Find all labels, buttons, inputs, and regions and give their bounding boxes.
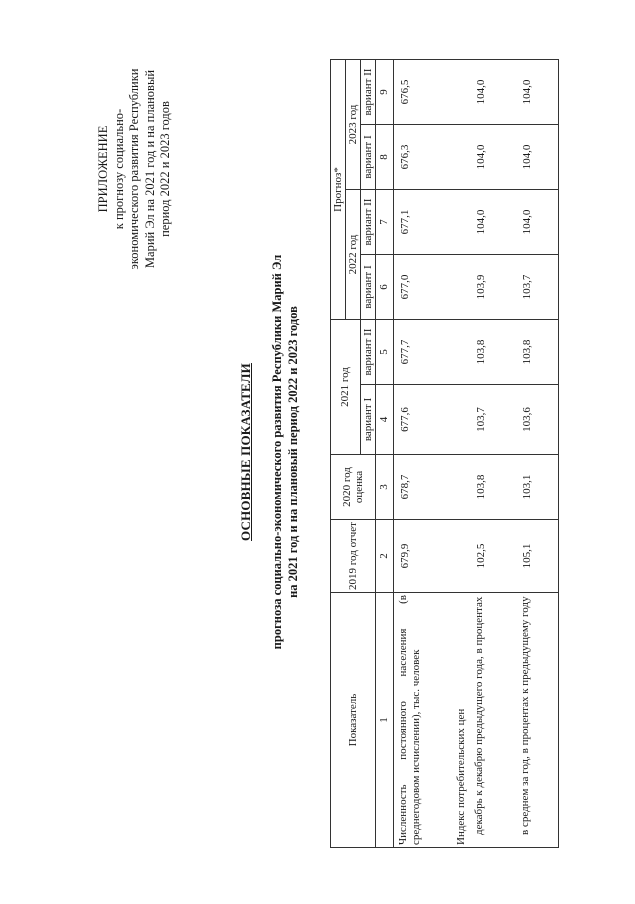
value-cell xyxy=(452,60,471,125)
column-number: 6 xyxy=(376,255,394,320)
value-cell xyxy=(452,320,471,385)
cell-value: 677,1 xyxy=(399,209,411,235)
column-number: 9 xyxy=(376,60,394,125)
cell-value: 103,6 xyxy=(521,407,533,432)
cell-value: 103,8 xyxy=(521,339,533,365)
value-cell xyxy=(394,190,452,255)
cell-value: 677,6 xyxy=(399,407,411,432)
value-cell xyxy=(470,455,516,520)
value-cell xyxy=(452,455,471,520)
cell-value: 103,7 xyxy=(475,407,487,432)
column-number: 4 xyxy=(376,385,394,455)
header-indicator: Показатель xyxy=(331,593,376,848)
value-cell xyxy=(452,190,471,255)
document-subtitle-line-2: на 2021 год и на плановый период 2022 и 2023 годов xyxy=(286,306,300,598)
value-cell xyxy=(516,125,558,190)
value-cell xyxy=(470,190,516,255)
table-row xyxy=(394,60,452,848)
header-forecast: Прогноз* xyxy=(331,60,346,320)
appendix-line: Марий Эл на 2021 год и на плановый xyxy=(142,69,157,269)
value-cell xyxy=(516,385,558,455)
cell-value: 676,3 xyxy=(399,144,411,170)
document-title: ОСНОВНЫЕ ПОКАЗАТЕЛИ xyxy=(238,363,253,541)
cell-value: 105,1 xyxy=(521,543,533,569)
cell-value: 104,0 xyxy=(521,209,533,235)
value-cell xyxy=(470,385,516,455)
value-cell xyxy=(470,520,516,593)
cell-value: 104,0 xyxy=(475,144,487,170)
value-cell xyxy=(452,125,471,190)
appendix-line: период 2022 и 2023 годов xyxy=(158,101,172,237)
row-label: Численность постоянного населения (в среднегодовом исчислении), тыс. человек xyxy=(394,593,452,848)
cell-value: 677,0 xyxy=(399,274,411,300)
cell-value: 103,7 xyxy=(521,274,533,300)
value-cell xyxy=(470,320,516,385)
value-cell xyxy=(470,255,516,320)
row-label: в среднем за год, в процентах к предыдущему году xyxy=(516,593,558,848)
cell-value: 679,9 xyxy=(399,543,411,569)
header-2022-variant-2: вариант II xyxy=(361,190,376,255)
row-label: Индекс потребительских цен xyxy=(452,593,471,848)
cell-value: 103,8 xyxy=(475,339,487,365)
table-row xyxy=(516,60,558,848)
header-2022-variant-1: вариант I xyxy=(361,255,376,320)
value-cell xyxy=(516,520,558,593)
cell-value: 104,0 xyxy=(521,144,533,170)
value-cell xyxy=(452,385,471,455)
column-number: 2 xyxy=(376,520,394,593)
row-label: декабрь к декабрю предыдущего года, в процентах xyxy=(470,593,516,848)
header-2023-variant-2: вариант II xyxy=(361,60,376,125)
column-number: 5 xyxy=(376,320,394,385)
value-cell xyxy=(452,520,471,593)
value-cell xyxy=(394,455,452,520)
value-cell xyxy=(470,125,516,190)
appendix-block xyxy=(96,34,174,304)
value-cell xyxy=(452,255,471,320)
column-number: 1 xyxy=(376,593,394,848)
header-2021-variant-1: вариант I xyxy=(361,385,376,455)
cell-value: 103,1 xyxy=(521,474,533,500)
cell-value: 104,0 xyxy=(475,79,487,105)
cell-value: 103,8 xyxy=(475,474,487,500)
header-2021: 2021 год xyxy=(331,320,361,455)
header-2020: 2020 год оценка xyxy=(331,455,376,520)
appendix-line: ПРИЛОЖЕНИЕ xyxy=(96,125,110,213)
value-cell xyxy=(516,455,558,520)
value-cell xyxy=(470,60,516,125)
cell-value: 104,0 xyxy=(521,79,533,105)
value-cell xyxy=(394,255,452,320)
value-cell xyxy=(394,385,452,455)
cell-value: 102,5 xyxy=(475,543,487,569)
table-row xyxy=(452,60,471,848)
column-number: 8 xyxy=(376,125,394,190)
header-2022: 2022 год xyxy=(346,190,361,320)
column-number: 7 xyxy=(376,190,394,255)
value-cell xyxy=(394,320,452,385)
cell-value: 104,0 xyxy=(475,209,487,235)
cell-value: 676,5 xyxy=(399,79,411,105)
value-cell xyxy=(394,125,452,190)
document-subtitle-line-1: прогноза социально-экономического развития Республики Марий Эл xyxy=(270,254,284,650)
table-row xyxy=(470,60,516,848)
header-2021-variant-2: вариант II xyxy=(361,320,376,385)
appendix-line: к прогнозу социально- xyxy=(111,108,126,230)
indicators-table xyxy=(330,59,559,848)
value-cell xyxy=(516,255,558,320)
appendix-line: экономического развития Республики xyxy=(127,68,141,270)
header-2023: 2023 год xyxy=(346,60,361,190)
value-cell xyxy=(516,190,558,255)
value-cell xyxy=(516,60,558,125)
value-cell xyxy=(394,520,452,593)
cell-value: 677,7 xyxy=(399,339,411,365)
cell-value: 103,9 xyxy=(475,274,487,300)
header-2019: 2019 год отчет xyxy=(331,520,376,593)
value-cell xyxy=(516,320,558,385)
value-cell xyxy=(394,60,452,125)
column-number: 3 xyxy=(376,455,394,520)
header-2023-variant-1: вариант I xyxy=(361,125,376,190)
cell-value: 678,7 xyxy=(399,474,411,500)
